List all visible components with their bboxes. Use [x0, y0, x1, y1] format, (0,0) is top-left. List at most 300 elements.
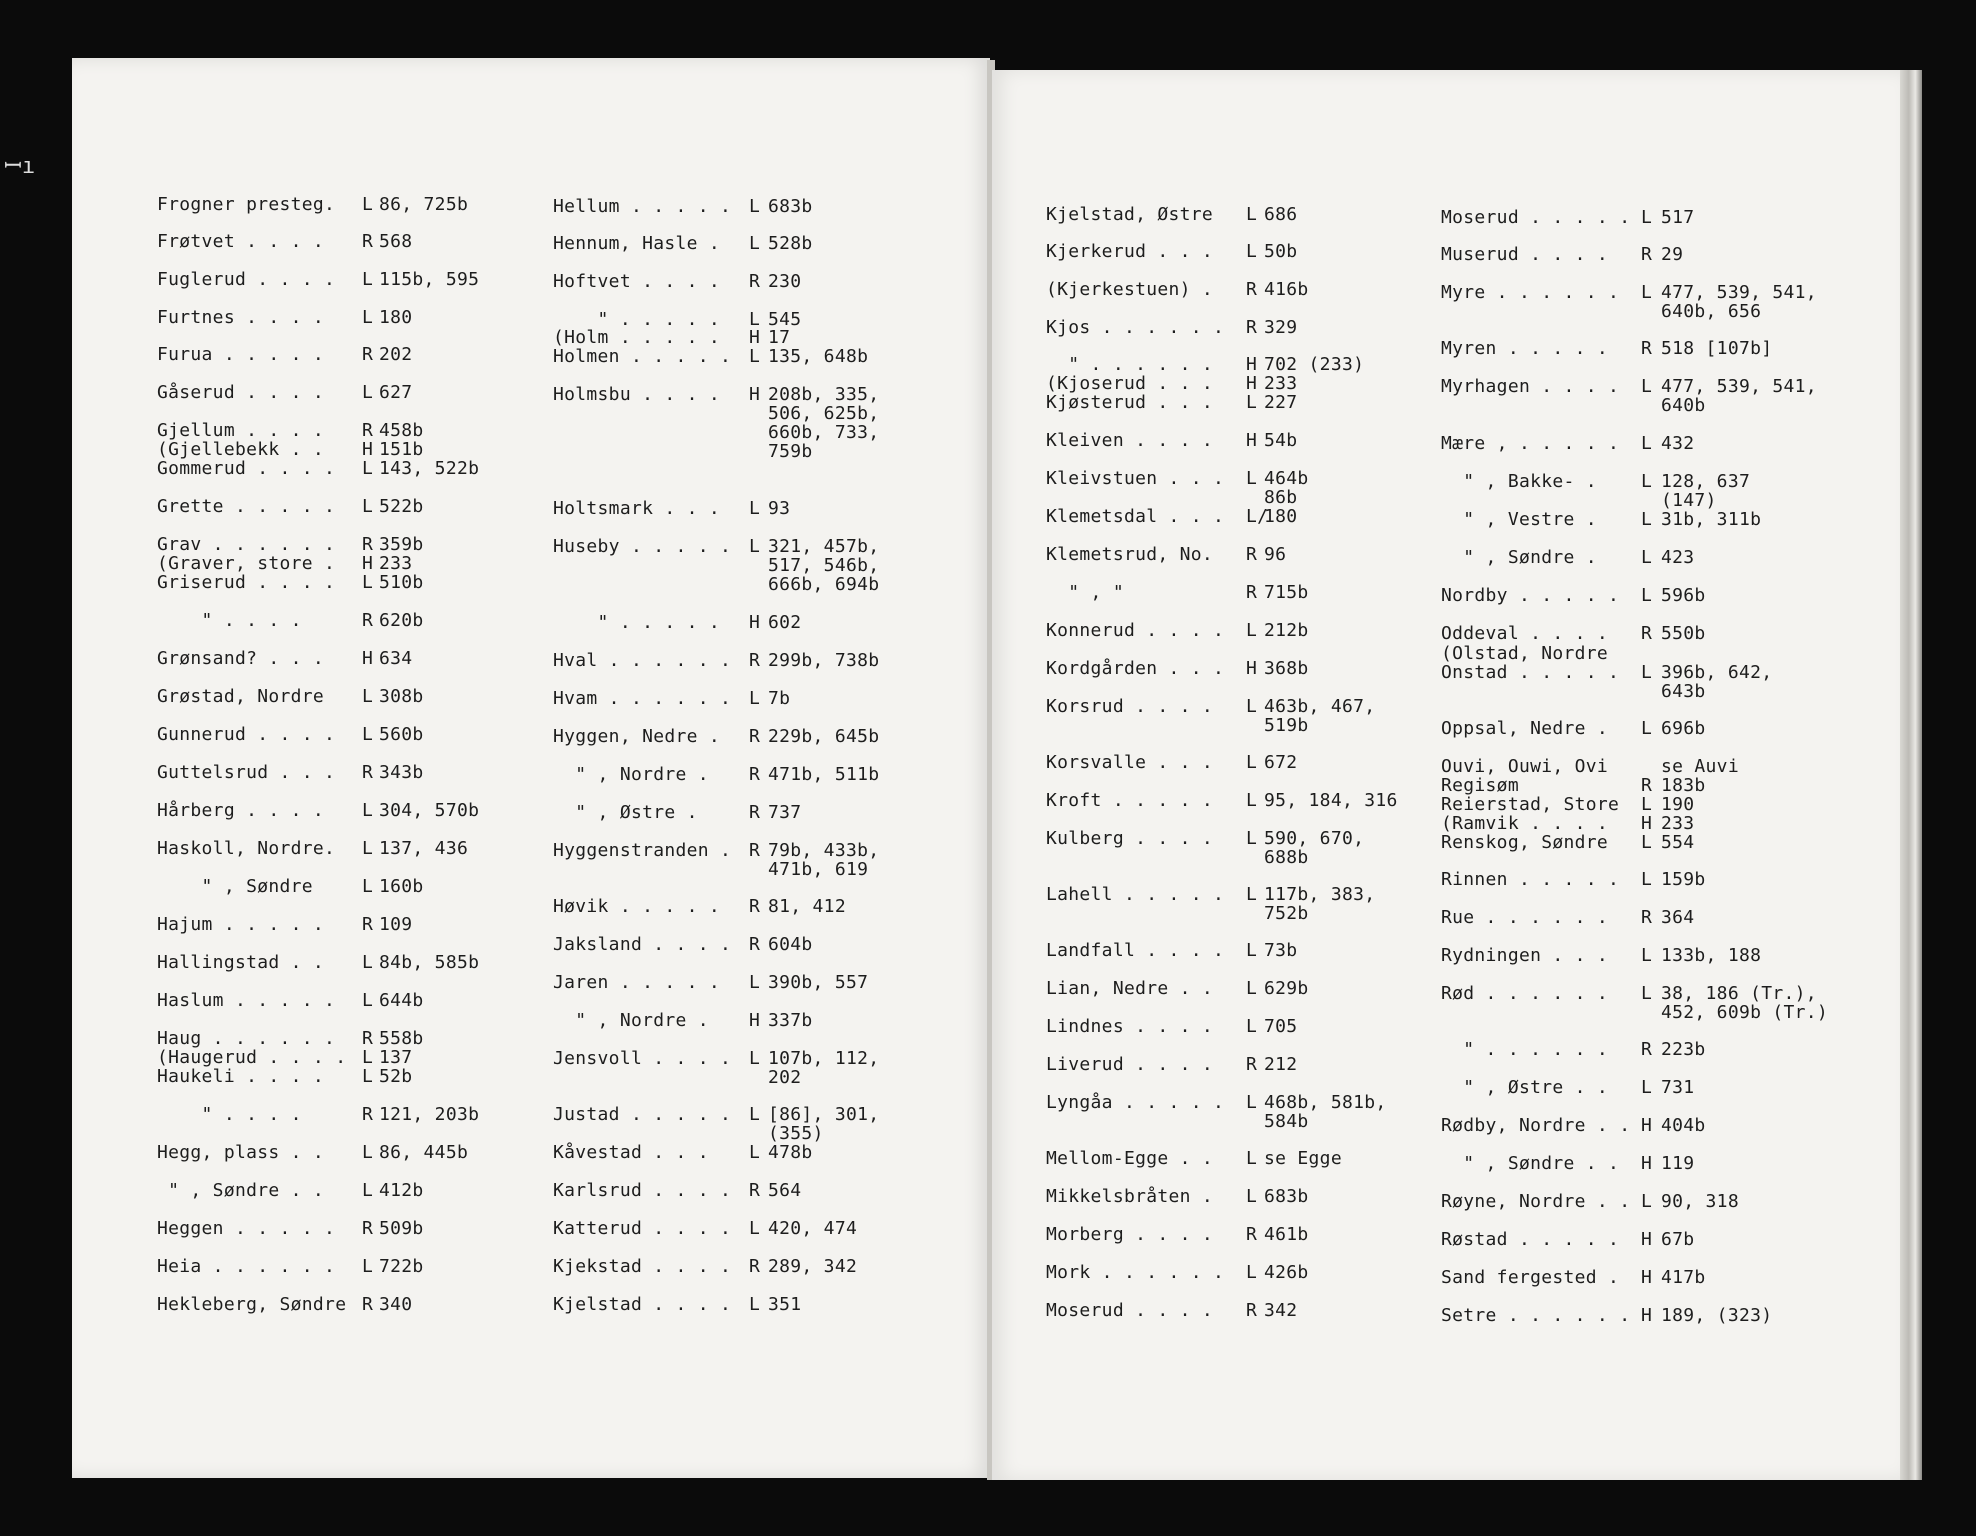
entry-name: Frøtvet . . . .: [157, 231, 325, 252]
entry-refs: 212b: [1264, 620, 1309, 641]
entry-refs: 115b, 595: [379, 269, 480, 290]
entry-code: L: [1641, 1077, 1653, 1098]
entry-name: Kordgården . . .: [1046, 658, 1225, 679]
entry-name: Mellom-Egge . .: [1046, 1148, 1214, 1169]
entry-refs: 79b, 433b, 471b, 619: [768, 840, 880, 880]
entry-code: H: [1641, 1267, 1653, 1288]
entry-name: Klemetsrud, No.: [1046, 544, 1214, 565]
entry-name: Furtnes . . . .: [157, 307, 325, 328]
entry-refs: 550b: [1661, 623, 1706, 644]
entry-refs: 143, 522b: [379, 458, 480, 479]
entry-name: Kjerkerud . . .: [1046, 241, 1214, 262]
entry-refs: 478b: [768, 1142, 813, 1163]
entry-refs: 121, 203b: [379, 1104, 480, 1125]
entry-code: L: [362, 1047, 374, 1068]
entry-refs: 119: [1661, 1153, 1695, 1174]
entry-name: " , ": [1046, 582, 1124, 603]
entry-name: (Kjoserud . . .: [1046, 373, 1214, 394]
entry-code: L: [1246, 790, 1258, 811]
entry-refs: 17: [768, 327, 791, 348]
entry-name: Lian, Nedre . .: [1046, 978, 1214, 999]
entry-code: L: [1246, 828, 1258, 849]
entry-name: Hvam . . . . . .: [553, 688, 732, 709]
entry-code: R: [362, 231, 374, 252]
entry-name: Haukeli . . . .: [157, 1066, 325, 1087]
entry-name: Huseby . . . . .: [553, 536, 732, 557]
entry-code: H: [362, 439, 374, 460]
entry-code: L: [1641, 869, 1653, 890]
entry-refs: 299b, 738b: [768, 650, 880, 671]
entry-name: Hval . . . . . .: [553, 650, 732, 671]
entry-refs: 86, 445b: [379, 1142, 469, 1163]
entry-code: L: [1246, 884, 1258, 905]
entry-name: Holtsmark . . .: [553, 498, 721, 519]
entry-code: R: [1246, 582, 1258, 603]
entry-name: Hårberg . . . .: [157, 800, 325, 821]
entry-refs: 432: [1661, 433, 1695, 454]
entry-name: (Holm . . . . .: [553, 327, 721, 348]
entry-code: H: [1246, 658, 1258, 679]
entry-refs: 133b, 188: [1661, 945, 1762, 966]
entry-name: Kjøsterud . . .: [1046, 392, 1214, 413]
entry-code: R: [362, 420, 374, 441]
entry-refs: 84b, 585b: [379, 952, 480, 973]
entry-refs: 518 [107b]: [1661, 338, 1773, 359]
entry-refs: 73b: [1264, 940, 1298, 961]
entry-name: Katterud . . . .: [553, 1218, 732, 1239]
entry-name: Holmen . . . . .: [553, 346, 732, 367]
entry-name: Sand fergested .: [1441, 1267, 1620, 1288]
entry-name: Morberg . . . .: [1046, 1224, 1214, 1245]
entry-code: L: [1246, 752, 1258, 773]
entry-refs: 321, 457b, 517, 546b, 666b, 694b: [768, 536, 880, 595]
entry-code: R: [1641, 338, 1653, 359]
entry-name: Lindnes . . . .: [1046, 1016, 1214, 1037]
entry-code: H: [1246, 373, 1258, 394]
entry-name: Justad . . . . .: [553, 1104, 732, 1125]
entry-code: L: [1246, 468, 1258, 489]
margin-mark: ꟷı: [4, 154, 36, 179]
entry-refs: 404b: [1661, 1115, 1706, 1136]
entry-name: Regisøm: [1441, 775, 1519, 796]
entry-code: L: [362, 572, 374, 593]
entry-refs: 229b, 645b: [768, 726, 880, 747]
entry-name: " , Søndre: [157, 876, 313, 897]
entry-code: H: [749, 327, 761, 348]
entry-refs: 568: [379, 231, 413, 252]
entry-name: Reierstad, Store: [1441, 794, 1620, 815]
entry-code: L: [1641, 983, 1653, 1004]
entry-code: L: [749, 1218, 761, 1239]
entry-name: Ouvi, Ouwi, Ovi: [1441, 756, 1609, 777]
entry-refs: 672: [1264, 752, 1298, 773]
entry-code: R: [362, 534, 374, 555]
entry-name: Korsrud . . . .: [1046, 696, 1214, 717]
entry-refs: 190: [1661, 794, 1695, 815]
entry-code: R: [362, 1218, 374, 1239]
entry-name: Holmsbu . . . .: [553, 384, 721, 405]
entry-refs: 545: [768, 309, 802, 330]
entry-refs: 426b: [1264, 1262, 1309, 1283]
entry-code: L: [362, 724, 374, 745]
entry-name: Kjos . . . . . .: [1046, 317, 1225, 338]
entry-code: L: [749, 498, 761, 519]
entry-refs: 396b, 642, 643b: [1661, 662, 1773, 702]
entry-name: (Kjerkestuen) .: [1046, 279, 1214, 300]
entry-code: L: [749, 1142, 761, 1163]
entry-refs: 477, 539, 541, 640b: [1661, 376, 1817, 416]
entry-name: Hellum . . . . .: [553, 196, 732, 217]
entry-refs: 423: [1661, 547, 1695, 568]
entry-name: Grette . . . . .: [157, 496, 336, 517]
entry-refs: 629b: [1264, 978, 1309, 999]
entry-refs: 517: [1661, 207, 1695, 228]
entry-refs: 634: [379, 648, 413, 669]
entry-code: R: [1641, 775, 1653, 796]
entry-name: Grav . . . . . .: [157, 534, 336, 555]
entry-name: Røstad . . . . .: [1441, 1229, 1620, 1250]
entry-name: Haslum . . . . .: [157, 990, 336, 1011]
entry-code: L: [749, 688, 761, 709]
entry-name: Gåserud . . . .: [157, 382, 325, 403]
entry-code: L: [1641, 1191, 1653, 1212]
entry-refs: 554: [1661, 832, 1695, 853]
entry-code: L: [749, 346, 761, 367]
entry-code: R: [362, 610, 374, 631]
entry-name: Høvik . . . . .: [553, 896, 721, 917]
entry-code: L: [1641, 832, 1653, 853]
entry-refs: 202: [379, 344, 413, 365]
entry-name: Rydningen . . .: [1441, 945, 1609, 966]
entry-code: R: [362, 762, 374, 783]
entry-refs: 96: [1264, 544, 1287, 565]
entry-code: L: [749, 1048, 761, 1069]
entry-name: Oddeval . . . .: [1441, 623, 1609, 644]
entry-name: " , Østre . .: [1441, 1077, 1609, 1098]
entry-name: Renskog, Søndre: [1441, 832, 1609, 853]
entry-code: L: [1641, 547, 1653, 568]
entry-code: H: [362, 648, 374, 669]
page-edges: [1900, 70, 1922, 1480]
entry-name: Moserud . . . . .: [1441, 207, 1631, 228]
entry-name: (Olstad, Nordre: [1441, 643, 1609, 664]
entry-name: Frogner presteg.: [157, 194, 336, 215]
entry-name: (Ramvik . . . .: [1441, 813, 1609, 834]
entry-name: Hekleberg, Søndre: [157, 1294, 347, 1315]
entry-refs: 81, 412: [768, 896, 846, 917]
entry-refs: 340: [379, 1294, 413, 1315]
entry-refs: 227: [1264, 392, 1298, 413]
entry-name: Korsvalle . . .: [1046, 752, 1214, 773]
entry-name: Hegg, plass . .: [157, 1142, 325, 1163]
entry-code: L: [1246, 940, 1258, 961]
entry-name: " . . . .: [157, 610, 302, 631]
entry-code: L: [362, 458, 374, 479]
entry-name: Rinnen . . . . .: [1441, 869, 1620, 890]
entry-name: Kleiven . . . .: [1046, 430, 1214, 451]
entry-code: R: [362, 1294, 374, 1315]
entry-code: H: [1641, 813, 1653, 834]
entry-name: " . . . . . .: [1046, 354, 1214, 375]
entry-refs: 337b: [768, 1010, 813, 1031]
entry-name: Konnerud . . . .: [1046, 620, 1225, 641]
entry-name: Liverud . . . .: [1046, 1054, 1214, 1075]
entry-name: Jensvoll . . . .: [553, 1048, 732, 1069]
entry-code: R: [749, 650, 761, 671]
entry-refs: 7b: [768, 688, 791, 709]
entry-name: " . . . . . .: [1441, 1039, 1609, 1060]
entry-refs: 189, (323): [1661, 1305, 1773, 1326]
entry-name: Hallingstad . .: [157, 952, 325, 973]
entry-name: " , Nordre .: [553, 764, 709, 785]
entry-code: R: [1246, 279, 1258, 300]
entry-code: R: [749, 1256, 761, 1277]
entry-refs: 477, 539, 541, 640b, 656: [1661, 282, 1817, 322]
entry-refs: 737: [768, 802, 802, 823]
entry-code: R: [749, 896, 761, 917]
entry-refs: 230: [768, 271, 802, 292]
entry-name: Grøstad, Nordre: [157, 686, 325, 707]
entry-code: R: [749, 802, 761, 823]
entry-name: Hoftvet . . . .: [553, 271, 721, 292]
entry-name: (Haugerud . . . .: [157, 1047, 347, 1068]
entry-refs: [86], 301, (355): [768, 1104, 880, 1144]
entry-code: L: [1641, 207, 1653, 228]
entry-name: Rue . . . . . .: [1441, 907, 1609, 928]
entry-code: L: [1641, 945, 1653, 966]
entry-name: Jaksland . . . .: [553, 934, 732, 955]
entry-refs: 343b: [379, 762, 424, 783]
entry-refs: 289, 342: [768, 1256, 858, 1277]
entry-refs: 558b: [379, 1028, 424, 1049]
entry-refs: 683b: [1264, 1186, 1309, 1207]
entry-code: L: [1246, 620, 1258, 641]
entry-name: Heggen . . . . .: [157, 1218, 336, 1239]
entry-name: " , Bakke- .: [1441, 471, 1597, 492]
entry-refs: 151b: [379, 439, 424, 460]
entry-code: L: [1641, 662, 1653, 683]
entry-refs: 183b: [1661, 775, 1706, 796]
entry-refs: 180: [1264, 506, 1298, 527]
entry-refs: 31b, 311b: [1661, 509, 1762, 530]
entry-refs: 50b: [1264, 241, 1298, 262]
entry-code: R: [1641, 623, 1653, 644]
entry-name: Moserud . . . .: [1046, 1300, 1214, 1321]
entry-name: Lahell . . . . .: [1046, 884, 1225, 905]
entry-name: Haug . . . . . .: [157, 1028, 336, 1049]
entry-code: L: [749, 972, 761, 993]
entry-refs: 90, 318: [1661, 1191, 1739, 1212]
entry-name: Kjelstad . . . .: [553, 1294, 732, 1315]
entry-name: " , Søndre . .: [1441, 1153, 1620, 1174]
entry-refs: 509b: [379, 1218, 424, 1239]
entry-code: L: [1246, 696, 1258, 717]
entry-code: L: [1641, 433, 1653, 454]
entry-code: H: [1641, 1115, 1653, 1136]
entry-name: Kjelstad, Østre: [1046, 204, 1214, 225]
entry-code: L: [1246, 1186, 1258, 1207]
entry-refs: 420, 474: [768, 1218, 858, 1239]
entry-code: L: [362, 1256, 374, 1277]
entry-name: Gunnerud . . . .: [157, 724, 336, 745]
entry-refs: 604b: [768, 934, 813, 955]
entry-name: Furua . . . . .: [157, 344, 325, 365]
entry-name: Setre . . . . . .: [1441, 1305, 1631, 1326]
entry-code: R: [1246, 1224, 1258, 1245]
entry-code: R: [749, 1180, 761, 1201]
entry-code: R: [1246, 544, 1258, 565]
entry-refs: 223b: [1661, 1039, 1706, 1060]
entry-refs: 308b: [379, 686, 424, 707]
entry-code: L: [749, 233, 761, 254]
entry-refs: 359b: [379, 534, 424, 555]
entry-name: Kjekstad . . . .: [553, 1256, 732, 1277]
entry-code: R: [749, 934, 761, 955]
entry-refs: 731: [1661, 1077, 1695, 1098]
entry-code: L: [362, 686, 374, 707]
entry-refs: 596b: [1661, 585, 1706, 606]
entry-name: Klemetsdal . . .: [1046, 506, 1225, 527]
entry-refs: 160b: [379, 876, 424, 897]
entry-refs: 38, 186 (Tr.), 452, 609b (Tr.): [1661, 983, 1829, 1023]
entry-code: L: [362, 1142, 374, 1163]
entry-code: L: [362, 496, 374, 517]
entry-name: (Gjellebekk . .: [157, 439, 325, 460]
entry-code: L: [362, 876, 374, 897]
entry-name: " . . . .: [157, 1104, 302, 1125]
entry-refs: 180: [379, 307, 413, 328]
entry-name: " , Østre .: [553, 802, 698, 823]
entry-code: L: [362, 307, 374, 328]
entry-name: Guttelsrud . . .: [157, 762, 336, 783]
entry-refs: 458b: [379, 420, 424, 441]
entry-code: R: [362, 344, 374, 365]
entry-refs: 627: [379, 382, 413, 403]
entry-code: L: [1641, 376, 1653, 397]
entry-code: L/: [1246, 506, 1269, 527]
entry-code: L: [749, 196, 761, 217]
entry-code: R: [1641, 244, 1653, 265]
entry-name: (Graver, store .: [157, 553, 336, 574]
entry-code: R: [749, 840, 761, 861]
entry-name: Rødby, Nordre . .: [1441, 1115, 1631, 1136]
entry-refs: 417b: [1661, 1267, 1706, 1288]
entry-refs: 468b, 581b, 584b: [1264, 1092, 1387, 1132]
entry-name: Grønsand? . . .: [157, 648, 325, 669]
entry-name: " , Vestre .: [1441, 509, 1597, 530]
entry-code: L: [1246, 204, 1258, 225]
entry-name: Myre . . . . . .: [1441, 282, 1620, 303]
entry-name: Kulberg . . . .: [1046, 828, 1214, 849]
entry-code: H: [749, 384, 761, 405]
entry-refs: 412b: [379, 1180, 424, 1201]
entry-name: Gommerud . . . .: [157, 458, 336, 479]
entry-refs: 86, 725b: [379, 194, 469, 215]
entry-name: " , Nordre .: [553, 1010, 709, 1031]
entry-refs: 390b, 557: [768, 972, 869, 993]
entry-name: Mork . . . . . .: [1046, 1262, 1225, 1283]
entry-name: Røyne, Nordre . .: [1441, 1191, 1631, 1212]
entry-refs: 683b: [768, 196, 813, 217]
entry-refs: 351: [768, 1294, 802, 1315]
entry-refs: 128, 637 (147): [1661, 471, 1751, 511]
entry-name: Oppsal, Nedre .: [1441, 718, 1609, 739]
entry-refs: 329: [1264, 317, 1298, 338]
entry-refs: 461b: [1264, 1224, 1309, 1245]
entry-name: " , Søndre . .: [157, 1180, 325, 1201]
entry-code: L: [362, 269, 374, 290]
entry-name: " . . . . .: [553, 612, 721, 633]
entry-refs: 109: [379, 914, 413, 935]
entry-name: Jaren . . . . .: [553, 972, 721, 993]
entry-code: L: [1641, 794, 1653, 815]
entry-name: Kroft . . . . .: [1046, 790, 1214, 811]
entry-refs: 212: [1264, 1054, 1298, 1075]
entry-name: Myrhagen . . . .: [1441, 376, 1620, 397]
entry-refs: 137, 436: [379, 838, 469, 859]
entry-refs: 159b: [1661, 869, 1706, 890]
entry-code: L: [362, 1066, 374, 1087]
entry-name: Fuglerud . . . .: [157, 269, 336, 290]
entry-code: R: [1641, 907, 1653, 928]
entry-code: L: [1641, 585, 1653, 606]
entry-code: R: [749, 726, 761, 747]
entry-code: H: [1641, 1153, 1653, 1174]
entry-code: L: [1641, 282, 1653, 303]
entry-code: L: [362, 800, 374, 821]
entry-refs: 528b: [768, 233, 813, 254]
entry-name: Myren . . . . .: [1441, 338, 1609, 359]
entry-refs: 705: [1264, 1016, 1298, 1037]
entry-refs: 208b, 335, 506, 625b, 660b, 733, 759b: [768, 384, 880, 462]
entry-name: Landfall . . . .: [1046, 940, 1225, 961]
entry-refs: 564: [768, 1180, 802, 1201]
entry-refs: se Auvi: [1661, 756, 1739, 777]
entry-refs: se Egge: [1264, 1148, 1342, 1169]
entry-code: L: [1246, 1092, 1258, 1113]
entry-code: R: [1641, 1039, 1653, 1060]
entry-name: Rød . . . . . .: [1441, 983, 1609, 1004]
entry-name: Griserud . . . .: [157, 572, 336, 593]
entry-refs: 722b: [379, 1256, 424, 1277]
entry-code: L: [1641, 718, 1653, 739]
entry-code: L: [362, 838, 374, 859]
entry-code: L: [362, 1180, 374, 1201]
entry-name: Hyggen, Nedre .: [553, 726, 721, 747]
entry-refs: 471b, 511b: [768, 764, 880, 785]
entry-refs: 233: [1661, 813, 1695, 834]
entry-name: Haskoll, Nordre.: [157, 838, 336, 859]
entry-refs: 522b: [379, 496, 424, 517]
entry-name: Mikkelsbråten .: [1046, 1186, 1214, 1207]
entry-code: L: [1246, 978, 1258, 999]
entry-name: Muserud . . . .: [1441, 244, 1609, 265]
entry-code: L: [749, 1294, 761, 1315]
entry-refs: 342: [1264, 1300, 1298, 1321]
entry-name: Lyngåa . . . . .: [1046, 1092, 1225, 1113]
entry-name: Heia . . . . . .: [157, 1256, 336, 1277]
entry-refs: 560b: [379, 724, 424, 745]
entry-code: L: [749, 536, 761, 557]
entry-code: R: [1246, 1300, 1258, 1321]
entry-refs: 715b: [1264, 582, 1309, 603]
entry-refs: 696b: [1661, 718, 1706, 739]
entry-name: Hyggenstranden .: [553, 840, 732, 861]
entry-code: R: [1246, 1054, 1258, 1075]
entry-code: R: [362, 1104, 374, 1125]
entry-code: L: [1246, 392, 1258, 413]
entry-refs: 29: [1661, 244, 1684, 265]
